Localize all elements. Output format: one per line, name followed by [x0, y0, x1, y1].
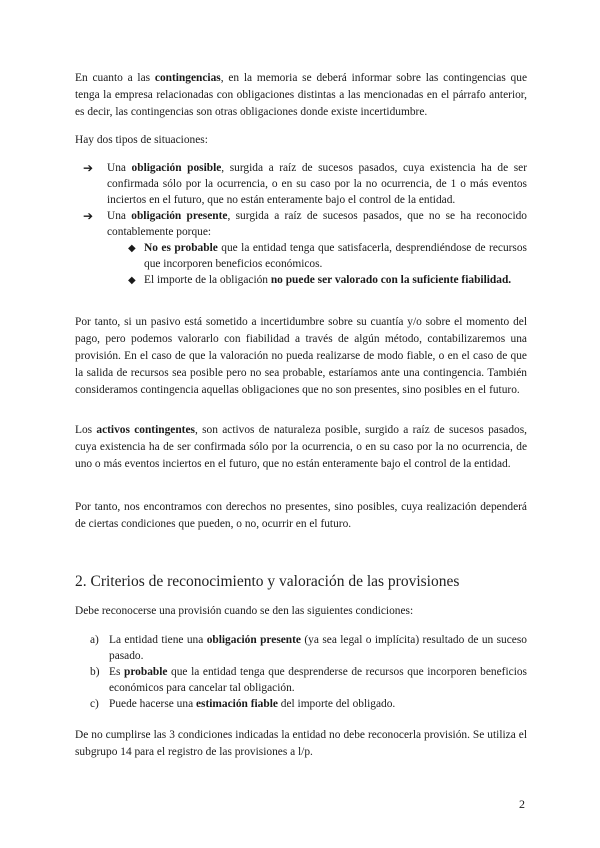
paragraph-por-tanto-pasivo: Por tanto, si un pasivo está sometido a incertidumbre sobre su cuantía y/o sobre el momento del pago, pero podemos valorarlo con fiabilidad a través de algún método, contabilizaremos una provisión. En el caso de que la valoración no pueda realizarse de modo fiable, o en el caso de que la salida de recursos sea posible pero no sea probable, estaríamos ante una contingencia. También consideramos contingencia aquellas obligaciones que no son presentes, sino posibles en el futuro.: [75, 316, 527, 396]
bold-term: obligación presente: [131, 210, 228, 222]
diamond-bullet-icon: ◆: [128, 243, 136, 254]
list-item: [75, 160, 527, 208]
page-number: 2: [519, 797, 525, 811]
arrow-bullet-icon: ➔: [83, 209, 94, 223]
text: del importe del obligado.: [277, 698, 396, 710]
paragraph-tipos-situaciones: Hay dos tipos de situaciones:: [75, 134, 208, 146]
text: (ya sea legal o implícita) resultado de un suceso pasado.: [109, 634, 527, 662]
paragraph-activos-contingentes: [75, 422, 527, 473]
text: que la entidad tenga que desprenderse de recursos que incorporen beneficios económicos para cancelar tal obligación.: [109, 666, 527, 694]
list-marker: c): [90, 698, 99, 710]
text: Una: [107, 162, 132, 174]
paragraph-contingencias: [75, 70, 527, 121]
diamond-bullet-icon: ◆: [128, 275, 136, 286]
bold-term: obligación presente: [206, 634, 301, 646]
text: La entidad tiene una: [109, 634, 207, 646]
list-item: [75, 208, 527, 240]
text: , surgida a raíz de sucesos pasados, cuya existencia ha de ser confirmada sólo por la ocurrencia, o en su caso por la no ocurrencia, de 1 o más eventos inciertos en el futuro, que no están enteramente bajo el control de la entidad.: [107, 162, 527, 206]
arrow-bullet-icon: ➔: [83, 161, 94, 175]
conditions-list: [75, 632, 527, 712]
bold-term: No es probable: [144, 242, 218, 254]
list-item: [75, 664, 527, 696]
text: , en la memoria se deberá informar sobre las contingencias que tenga la empresa relacionadas con obligaciones distintas a las mencionadas en el párrafo anterior, es decir, las contingencias son otras obligaciones donde existe incertidumbre.: [75, 72, 527, 118]
text: , surgida a raíz de sucesos pasados, que no se ha reconocido contablemente porque:: [107, 210, 528, 238]
list-item: [75, 240, 527, 272]
paragraph-condiciones-intro: Debe reconocerse una provisión cuando se den las siguientes condiciones:: [75, 605, 414, 617]
list-item: [75, 632, 527, 664]
text: , son activos de naturaleza posible, surgido a raíz de sucesos pasados, cuya existencia ha de ser confirmada sólo por la ocurrencia, o en su caso por la no ocurrencia, de uno o más eventos inciertos en el futuro, que no están enteramente bajo el control de la entidad.: [75, 424, 527, 470]
text: El importe de la obligación: [144, 274, 271, 286]
situations-list: [75, 160, 527, 288]
section-heading: 2. Criterios de reconocimiento y valoración de las provisiones: [75, 573, 460, 590]
bold-term: activos contingentes: [96, 424, 195, 436]
bold-term: no puede ser valorado con la suficiente fiabilidad.: [270, 274, 512, 286]
bold-term: contingencias: [154, 72, 221, 84]
text: que la entidad tenga que satisfacerla, desprendiéndose de recursos que incorporen beneficios económicos.: [144, 242, 527, 270]
list-item: [75, 696, 527, 712]
list-marker: b): [90, 666, 100, 678]
text: Una: [107, 210, 132, 222]
bold-term: obligación posible: [131, 162, 222, 174]
list-marker: a): [90, 634, 99, 646]
text: En cuanto a las: [75, 72, 155, 84]
bold-term: probable: [123, 666, 168, 678]
list-item: [75, 272, 527, 288]
paragraph-subgrupo-14: De no cumplirse las 3 condiciones indicadas la entidad no debe reconocerla provisión. Se utiliza el subgrupo 14 para el registro de las provisiones a l/p.: [75, 729, 527, 758]
text: Los: [75, 424, 97, 436]
bold-term: estimación fiable: [195, 698, 278, 710]
paragraph-derechos-no-presentes: Por tanto, nos encontramos con derechos no presentes, sino posibles, cuya realización dependerá de ciertas condiciones que pueden, o no, ocurrir en el futuro.: [75, 501, 527, 530]
text: Es: [109, 666, 124, 678]
text: Puede hacerse una: [109, 698, 196, 710]
